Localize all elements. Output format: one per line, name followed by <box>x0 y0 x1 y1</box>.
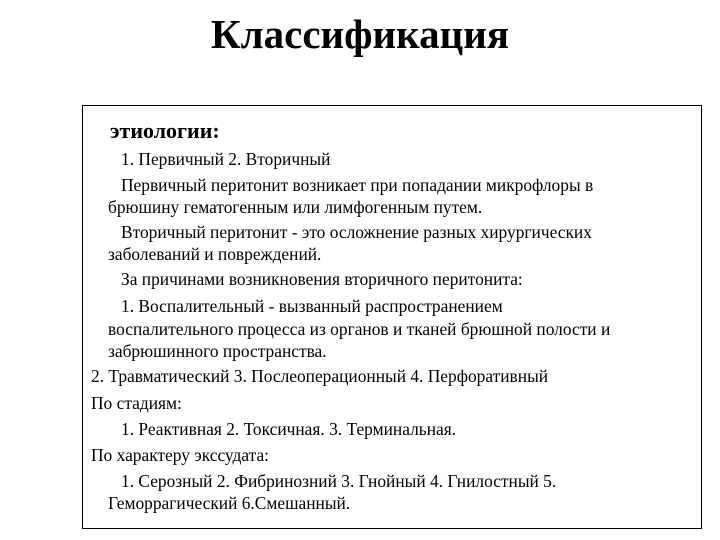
etiology-heading: этиологии: <box>110 118 220 143</box>
cause-inflammatory-line-3: забрюшинного пространства. <box>108 341 327 361</box>
cause-other-types: 2. Травматический 3. Послеоперационный 4. Перфоративный <box>91 366 549 386</box>
exudate-heading: По характеру экссудата: <box>91 445 270 465</box>
stages-heading: По стадиям: <box>91 393 182 413</box>
exudate-list-line-1: 1. Серозный 2. Фибринозний 3. Гнойный 4. Гнилостный 5. <box>121 471 557 491</box>
etiology-types: 1. Первичный 2. Вторичный <box>121 149 331 169</box>
slide-title: Классификация <box>210 11 510 57</box>
cause-inflammatory-line-2: воспалительного процесса из органов и тканей брюшной полости и <box>108 319 611 339</box>
stages-list: 1. Реактивная 2. Токсичная. 3. Терминальная. <box>121 419 457 439</box>
primary-definition-line-1: Первичный перитонит возникает при попадании микрофлоры в <box>121 175 594 195</box>
exudate-list-line-2: Геморрагический 6.Смешанный. <box>108 493 351 513</box>
cause-inflammatory-line-1: 1. Воспалительный - вызванный распространением <box>121 296 503 316</box>
primary-definition-line-2: брюшину гематогенным или лимфогенным путем. <box>108 197 483 217</box>
secondary-causes-heading: За причинами возникновения вторичного перитонита: <box>121 269 523 289</box>
secondary-definition-line-1: Вторичный перитонит - это осложнение разных хирургических <box>121 222 592 242</box>
secondary-definition-line-2: заболеваний и повреждений. <box>108 244 322 264</box>
